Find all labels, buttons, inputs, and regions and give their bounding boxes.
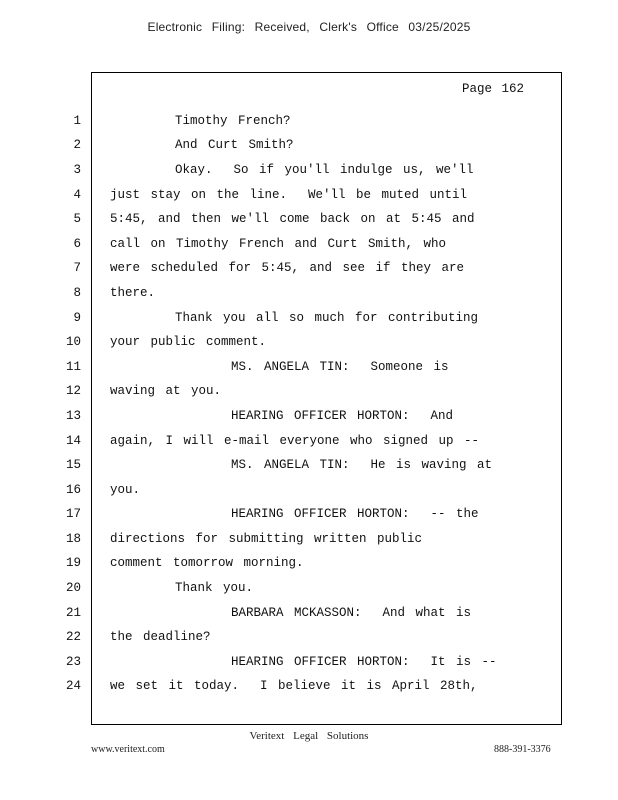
transcript-line <box>0 630 600 650</box>
line-number: 13 <box>65 409 81 423</box>
line-number: 11 <box>65 360 81 374</box>
line-number: 15 <box>65 458 81 472</box>
transcript-line <box>0 409 600 429</box>
transcript-line <box>0 483 600 503</box>
transcript-line <box>0 434 600 454</box>
line-text: HEARING OFFICER HORTON: It is -- <box>231 655 497 669</box>
line-number: 2 <box>73 138 81 152</box>
line-number: 5 <box>73 212 81 226</box>
line-number: 6 <box>73 237 81 251</box>
line-number: 21 <box>65 606 81 620</box>
line-number: 18 <box>65 532 81 546</box>
transcript-line <box>0 532 600 552</box>
line-text: 5:45, and then we'll come back on at 5:45 and <box>110 212 475 226</box>
line-number: 22 <box>65 630 81 644</box>
line-number: 24 <box>65 679 81 693</box>
filing-header: Electronic Filing: Received, Clerk's Office 03/25/2025 <box>147 20 471 34</box>
line-text: Okay. So if you'll indulge us, we'll <box>175 163 474 177</box>
transcript-line <box>0 556 600 576</box>
transcript-line <box>0 679 600 699</box>
line-text: waving at you. <box>110 384 222 398</box>
line-text: were scheduled for 5:45, and see if they are <box>110 261 465 275</box>
line-text: you. <box>110 483 141 497</box>
line-text: MS. ANGELA TIN: Someone is <box>231 360 449 374</box>
transcript-line <box>0 458 600 478</box>
line-number: 20 <box>65 581 81 595</box>
line-text: there. <box>110 286 156 300</box>
line-text: Thank you. <box>175 581 254 595</box>
transcript-line <box>0 606 600 626</box>
line-number: 17 <box>65 507 81 521</box>
line-text: the deadline? <box>110 630 211 644</box>
line-number: 19 <box>65 556 81 570</box>
transcript-line <box>0 507 600 527</box>
line-text: MS. ANGELA TIN: He is waving at <box>231 458 493 472</box>
transcript-line <box>0 311 600 331</box>
line-number: 8 <box>73 286 81 300</box>
transcript-line <box>0 581 600 601</box>
line-number: 23 <box>65 655 81 669</box>
footer-company: Veritext Legal Solutions <box>249 730 369 742</box>
line-text: call on Timothy French and Curt Smith, who <box>110 237 447 251</box>
footer-phone: 888-391-3376 <box>494 744 551 755</box>
line-text: And Curt Smith? <box>175 138 294 152</box>
footer-website: www.veritext.com <box>91 744 165 755</box>
line-number: 16 <box>65 483 81 497</box>
transcript-line <box>0 384 600 404</box>
line-text: we set it today. I believe it is April 28th, <box>110 679 478 693</box>
page-number: Page 162 <box>462 82 525 96</box>
line-number: 3 <box>73 163 81 177</box>
line-text: Timothy French? <box>175 114 291 128</box>
line-text: directions for submitting written public <box>110 532 423 546</box>
line-text: just stay on the line. We'll be muted until <box>110 188 468 202</box>
transcript-line <box>0 212 600 232</box>
transcript-line <box>0 163 600 183</box>
transcript-line <box>0 237 600 257</box>
line-text: HEARING OFFICER HORTON: And <box>231 409 454 423</box>
line-text: your public comment. <box>110 335 267 349</box>
transcript-line <box>0 360 600 380</box>
line-number: 14 <box>65 434 81 448</box>
line-text: Thank you all so much for contributing <box>175 311 479 325</box>
transcript-line <box>0 261 600 281</box>
line-number: 10 <box>65 335 81 349</box>
transcript-line <box>0 286 600 306</box>
transcript-line <box>0 138 600 158</box>
transcript-line <box>0 114 600 134</box>
line-text: HEARING OFFICER HORTON: -- the <box>231 507 479 521</box>
transcript-line <box>0 188 600 208</box>
transcript-line <box>0 655 600 675</box>
line-number: 1 <box>73 114 81 128</box>
line-number: 9 <box>73 311 81 325</box>
line-text: again, I will e-mail everyone who signed up -- <box>110 434 480 448</box>
line-number: 7 <box>73 261 81 275</box>
transcript-line <box>0 335 600 355</box>
line-number: 12 <box>65 384 81 398</box>
line-text: BARBARA MCKASSON: And what is <box>231 606 472 620</box>
line-number: 4 <box>73 188 81 202</box>
line-text: comment tomorrow morning. <box>110 556 304 570</box>
